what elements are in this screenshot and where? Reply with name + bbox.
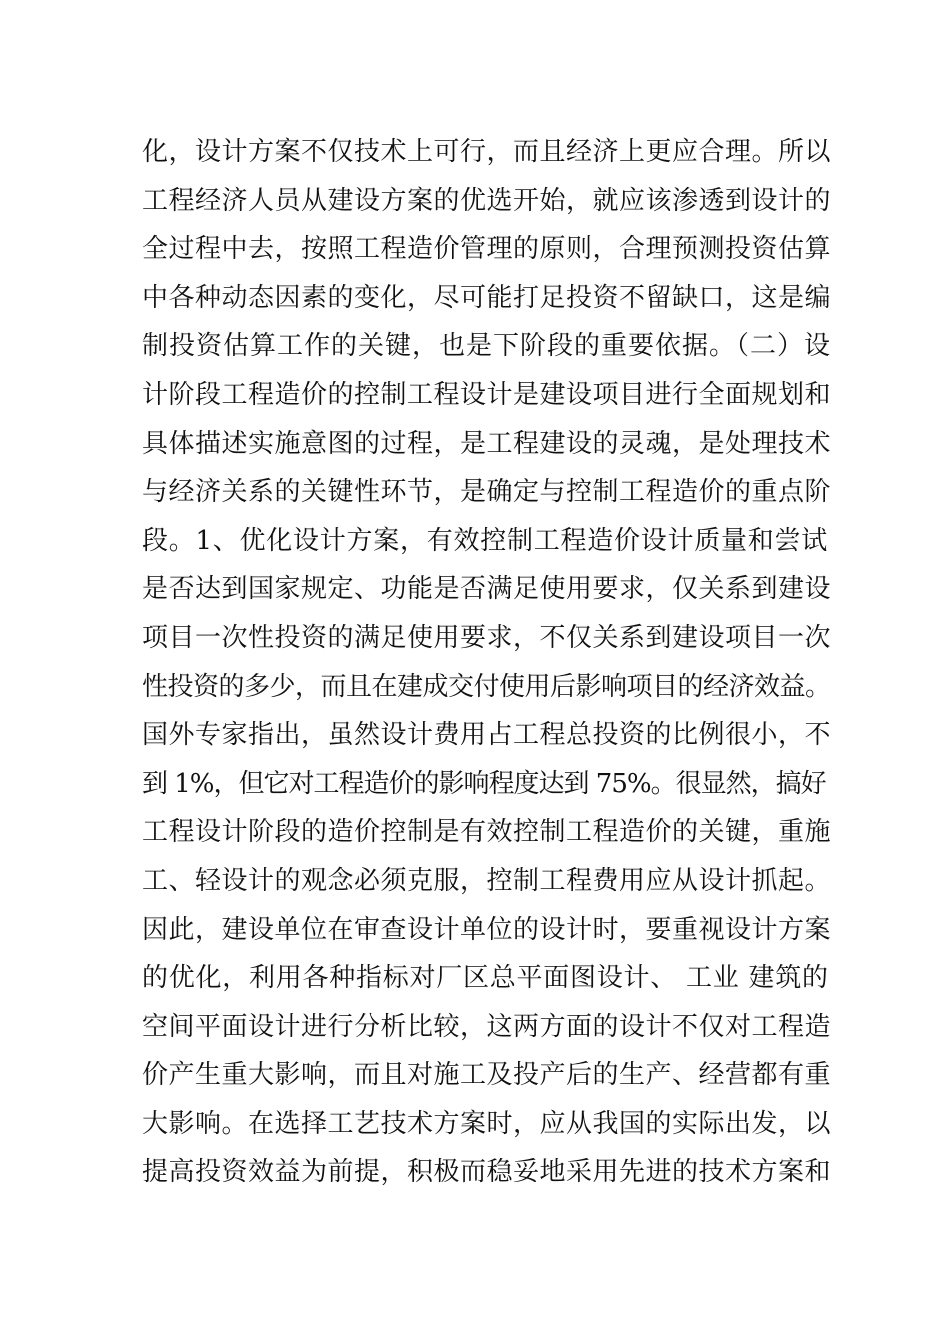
text-line: 具体描述实施意图的过程，是工程建设的灵魂，是处理技术 xyxy=(142,428,832,459)
text-line: 大影响。在选择工艺技术方案时，应从我国的实际出发，以 xyxy=(142,1108,832,1139)
text-line: 因此，建设单位在审查设计单位的设计时，要重视设计方案 xyxy=(142,914,832,945)
text-line: 是否达到国家规定、功能是否满足使用要求，仅关系到建设 xyxy=(142,574,832,605)
text-line: 化，设计方案不仅技术上可行，而且经济上更应合理。所以 xyxy=(142,137,832,167)
text-line: 项目一次性投资的满足使用要求，不仅关系到建设项目一次 xyxy=(142,622,832,653)
text-line: 工、轻设计的观念必须克服，控制工程费用应从设计抓起。 xyxy=(142,865,832,896)
text-line: 空间平面设计进行分析比较，这两方面的设计不仅对工程造 xyxy=(142,1011,832,1042)
text-line: 提高投资效益为前提，积极而稳妥地采用先进的技术方案和 xyxy=(142,1157,832,1188)
text-line: 工程设计阶段的造价控制是有效控制工程造价的关键，重施 xyxy=(142,817,832,848)
text-line: 价产生重大影响，而且对施工及投产后的生产、经营都有重 xyxy=(142,1060,832,1091)
text-line: 到 1%，但它对工程造价的影响程度达到 75%。很显然，搞好 xyxy=(142,768,826,799)
text-line: 国外专家指出，虽然设计费用占工程总投资的比例很小，不 xyxy=(142,720,832,751)
text-line: 与经济关系的关键性环节，是确定与控制工程造价的重点阶 xyxy=(142,477,832,508)
text-line: 性投资的多少，而且在建成交付使用后影响项目的经济效益。 xyxy=(142,671,831,702)
text-line: 制投资估算工作的关键，也是下阶段的重要依据。（二）设 xyxy=(142,331,832,362)
text-line: 段。1、优化设计方案，有效控制工程造价设计质量和尝试 xyxy=(142,525,829,556)
body-text xyxy=(142,128,832,1197)
text-line: 全过程中去，按照工程造价管理的原则，合理预测投资估算 xyxy=(142,234,832,265)
text-line: 计阶段工程造价的控制工程设计是建设项目进行全面规划和 xyxy=(142,379,832,410)
text-line: 中各种动态因素的变化，尽可能打足投资不留缺口，这是编 xyxy=(142,282,832,313)
text-line: 的优化，利用各种指标对厂区总平面图设计、 工业 建筑的 xyxy=(142,963,829,994)
text-line: 工程经济人员从建设方案的优选开始，就应该渗透到设计的 xyxy=(142,185,832,216)
